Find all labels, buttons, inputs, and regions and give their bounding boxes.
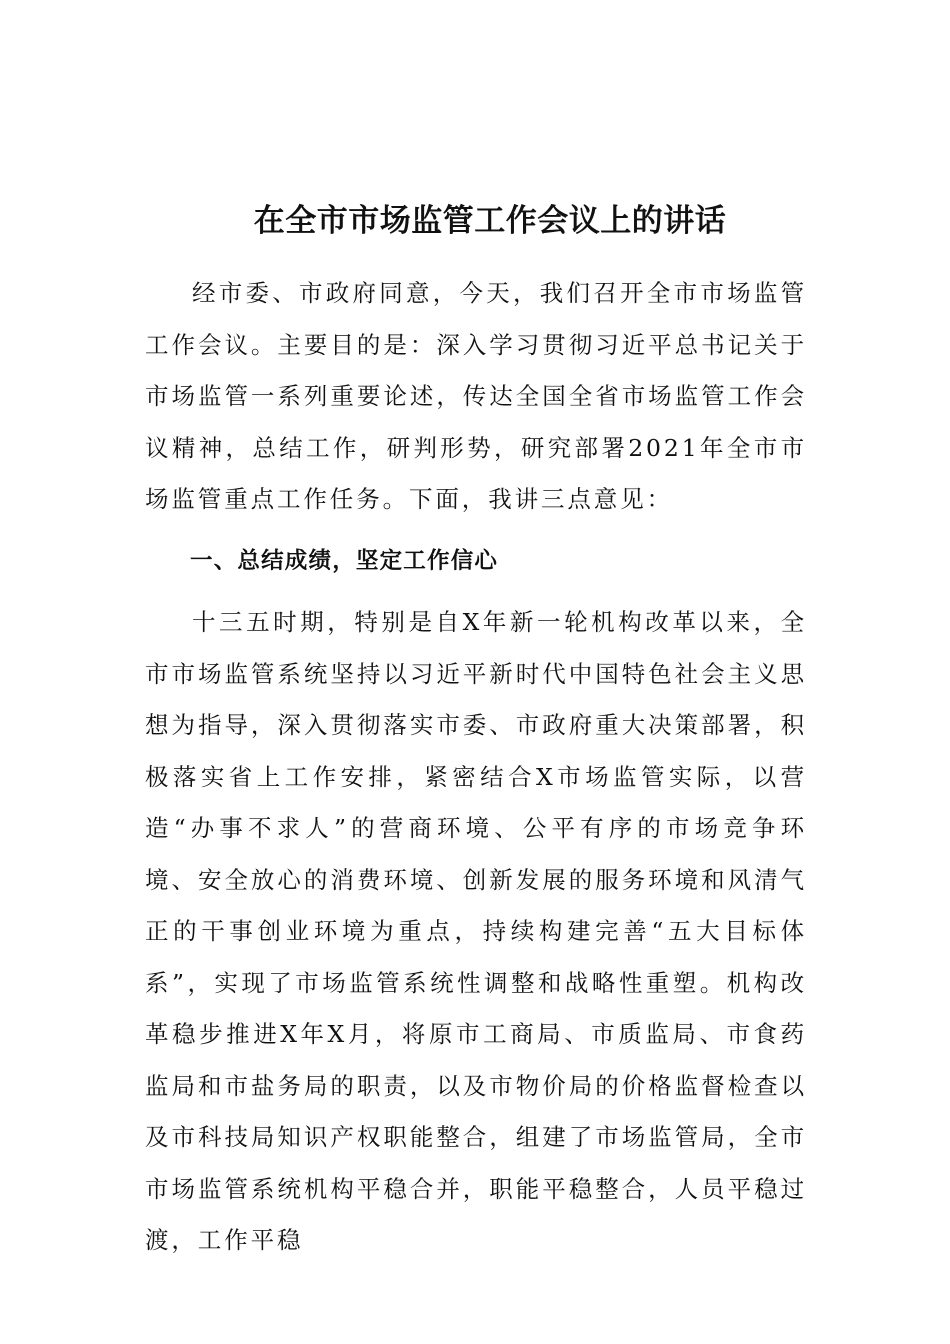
document-title: 在全市市场监管工作会议上的讲话 (253, 203, 727, 239)
intro-paragraph: 经市委、市政府同意，今天，我们召开全市市场监管工作会议。主要目的是：深入学习贯彻习近平总书记关于市场监管一系列重要论述，传达全国全省市场监管工作会议精神，总结工作，研判形势，研究部署2021年全市市场监管重点工作任务。下面，我讲三点意见： (145, 279, 807, 513)
section-heading: 一、总结成绩，坚定工作信心 (190, 547, 499, 574)
document-page (145, 196, 807, 1267)
section-body-paragraph: 十三五时期，特别是自X年新一轮机构改革以来，全市市场监管系统坚持以习近平新时代中国特色社会主义思想为指导，深入贯彻落实市委、市政府重大决策部署，积极落实省上工作安排，紧密结合X市场监管实际，以营造“办事不求人”的营商环境、公平有序的市场竞争环境、安全放心的消费环境、创新发展的服务环境和风清气正的干事创业环境为重点，持续构建完善“五大目标体系”，实现了市场监管系统性调整和战略性重塑。机构改革稳步推进X年X月，将原市工商局、市质监局、市食药监局和市盐务局的职责，以及市物价局的价格监督检查以及市科技局知识产权职能整合，组建了市场监管局，全市市场监管系统机构平稳合并，职能平稳整合，人员平稳过渡，工作平稳 (145, 608, 807, 1254)
